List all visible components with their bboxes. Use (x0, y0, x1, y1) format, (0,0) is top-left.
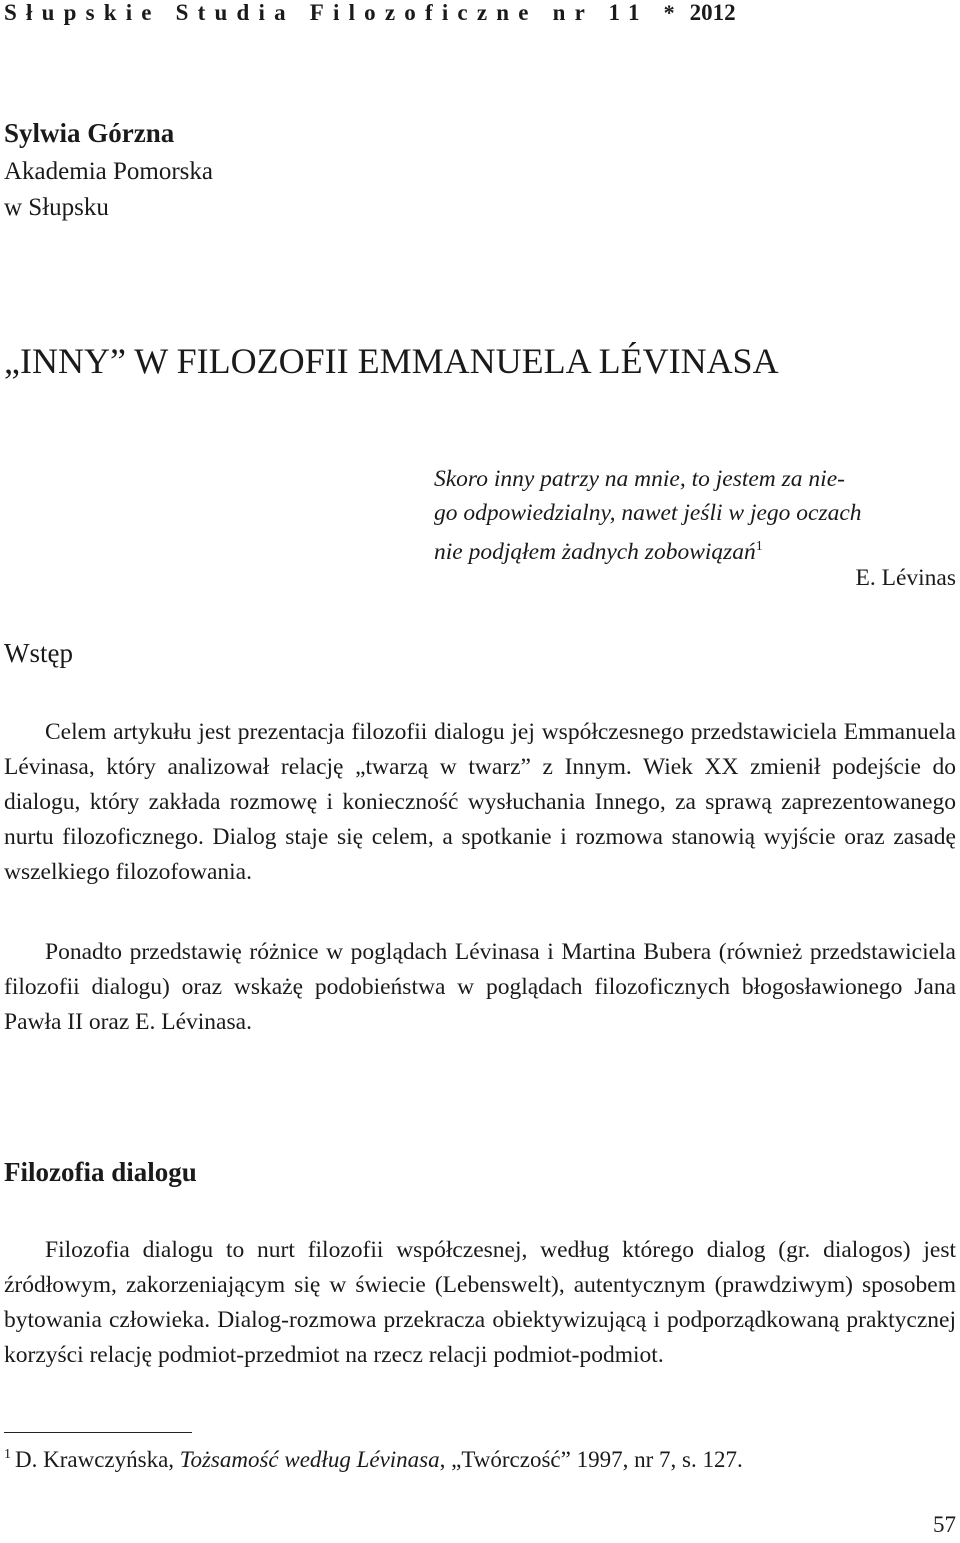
epigraph-line: Skoro inny patrzy na mnie, to jestem za nie- (434, 466, 845, 492)
footnote-title: Tożsamość według Lévinasa (179, 1447, 440, 1472)
footnote (4, 1447, 743, 1473)
paragraph: Ponadto przedstawię różnice w poglądach Lévinasa i Martina Bubera (również przedstawiciela filozofii dialogu) oraz wskażę podobieństwa w poglądach filozoficznych błogosławionego Jana Pawła II oraz E. Lévinasa. (4, 939, 956, 1035)
epigraph (434, 462, 956, 569)
footnote-source: , „Twórczość” 1997, nr 7, s. 127. (439, 1447, 743, 1472)
journal-year: 2012 (689, 0, 736, 25)
epigraph-text: nie podjąłem żadnych zobowiązań (434, 539, 756, 565)
journal-header (4, 0, 736, 26)
footnote-author: D. Krawczyńska, (15, 1447, 180, 1472)
separator-asterisk: * (663, 0, 675, 25)
section-heading-philosophy-of-dialogue: Filozofia dialogu (4, 1157, 197, 1187)
epigraph-line: go odpowiedzialny, nawet jeśli w jego oczach (434, 500, 862, 526)
page-number: 57 (933, 1512, 956, 1537)
article-title: „INNY” W FILOZOFII EMMANUELA LÉVINASA (4, 341, 779, 381)
author-name: Sylwia Górzna (4, 118, 175, 148)
journal-name: Słupskie Studia Filozoficzne nr 11 (4, 0, 649, 25)
paragraph: Filozofia dialogu to nurt filozofii współczesnej, według którego dialog (gr. dialogos) jest źródłowym, zakorzeniającym się w świecie (Lebenswelt), autentycznym (prawdziwym) sposobem bytowania człowieka. Dialog-rozmowa przekracza obiektywizującą i podporządkowaną praktycznej korzyści relację podmiot-przedmiot na rzecz relacji podmiot-podmiot. (4, 1237, 956, 1368)
footnote-reference[interactable]: 1 (755, 539, 763, 554)
author-affiliation-institution: Akademia Pomorska (4, 158, 213, 185)
footnote-number: 1 (4, 1447, 11, 1462)
epigraph-attribution: E. Lévinas (855, 565, 956, 591)
epigraph-line (434, 530, 956, 569)
author-affiliation-city: w Słupsku (4, 194, 109, 221)
paragraph: Celem artykułu jest prezentacja filozofii dialogu jej współczesnego przedstawiciela Emmanuela Lévinasa, który analizował relację „twarzą w twarz” z Innym. Wiek XX zmienił podejście do dialogu, który zakłada rozmowę i konieczność wysłuchania Innego, za sprawą zaprezentowanego nurtu filozoficznego. Dialog staje się celem, a spotkanie i rozmowa stanowią wyjście oraz zasadę wszelkiego filozofowania. (4, 719, 956, 885)
footnote-separator (4, 1432, 192, 1433)
section-heading-introduction: Wstęp (4, 638, 73, 668)
